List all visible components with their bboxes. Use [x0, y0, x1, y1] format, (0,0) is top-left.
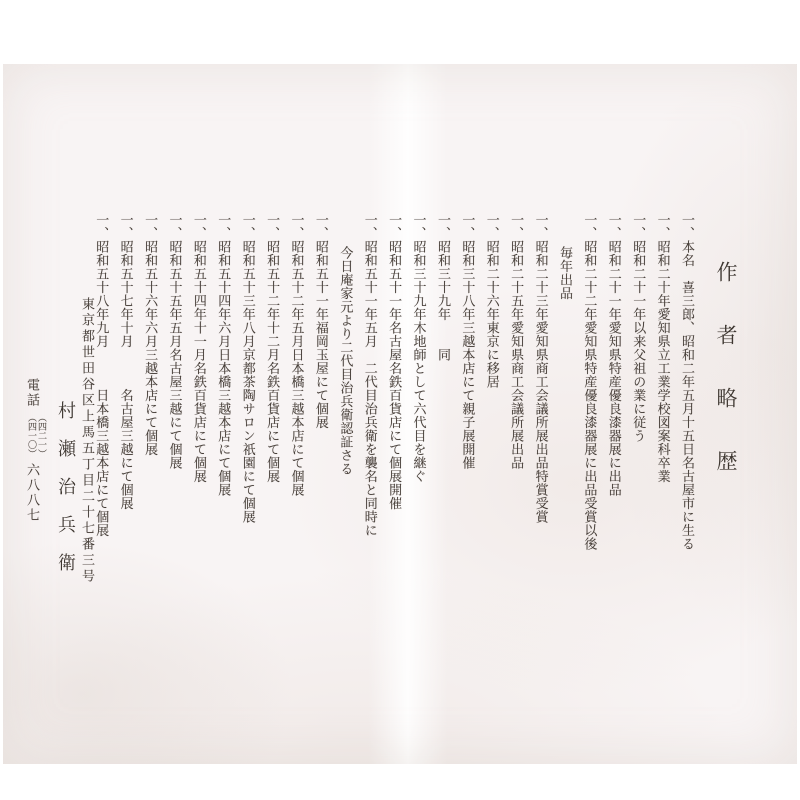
- history-item: [333, 213, 382, 658]
- history-item: [650, 213, 674, 658]
- history-item: [113, 213, 137, 658]
- history-item: [211, 213, 235, 658]
- history-item: [235, 213, 259, 658]
- phone-exchange-group: [27, 413, 47, 458]
- history-item: [528, 213, 552, 658]
- history-item: [479, 213, 503, 658]
- history-item-line: 一、昭和五十七年十月 名古屋三越にて個展: [118, 213, 134, 510]
- history-item-line: 一、昭和五十一年名古屋名鉄百貨店にて個展開催: [387, 213, 403, 510]
- history-item: [626, 213, 650, 658]
- phone-label: 電話: [25, 378, 40, 408]
- history-item-line: 一、昭和五十四年十一月名鉄百貨店にて個展: [191, 213, 207, 483]
- history-item: [284, 213, 308, 658]
- history-item: [138, 213, 162, 658]
- history-item-line: 一、昭和三十九年木地師として六代目を継ぐ: [411, 213, 427, 483]
- history-item-continuation: 毎年出品: [557, 246, 573, 300]
- address: 東京都世田谷区上馬五丁目二十七番三号: [80, 297, 95, 585]
- history-item-line: 一、昭和二十三年愛知県商工会議所展出品特賞受賞: [533, 213, 549, 524]
- history-item: [406, 213, 430, 658]
- history-item-line: 一、昭和二十年愛知県立工業学校図案科卒業: [655, 213, 671, 483]
- phone-exchange: （四二一）: [37, 413, 47, 458]
- history-item-line: 一、昭和五十五年五月名古屋三越にて個展: [167, 213, 183, 470]
- history-item-line: 一、昭和五十四年六月日本橋三越本店にて個展: [216, 213, 232, 497]
- history-item-line: 一、昭和二十一年以来父祖の業に従う: [631, 213, 647, 443]
- history-item-continuation: 今日庵家元より二代目治兵衛認証さる: [338, 246, 354, 476]
- history-item-line: 一、昭和五十一年五月 二代目治兵衛を襲名と同時に: [362, 213, 378, 537]
- history-item: [455, 213, 479, 658]
- phone-number: 六八八七: [25, 463, 40, 523]
- biography-block: [89, 213, 745, 658]
- page-title: 作者略歴: [714, 261, 738, 513]
- phone-exchange: （四一〇）: [27, 413, 37, 458]
- history-item: [504, 213, 528, 658]
- history-item-line: 一、昭和五十八年九月 日本橋三越本店にて個展: [94, 213, 110, 537]
- history-item: [260, 213, 284, 658]
- history-item-line: 一、昭和二十六年東京に移居: [484, 213, 500, 389]
- history-item: [162, 213, 186, 658]
- history-item-line: 一、昭和五十二年五月日本橋三越本店にて個展: [289, 213, 305, 497]
- history-item: [186, 213, 210, 658]
- history-item: [382, 213, 406, 658]
- history-item-line: 一、昭和五十三年八月京都茶陶サロン祇園にて個展: [240, 213, 256, 524]
- history-item-line: 一、昭和二十五年愛知県商工会議所展出品: [509, 213, 525, 470]
- history-item-line: 一、昭和二十一年愛知県特産優良漆器展に出品: [606, 213, 622, 497]
- history-item: [309, 213, 333, 658]
- history-item: [553, 213, 602, 658]
- history-item-line: 一、昭和五十六年六月三越本店にて個展: [143, 213, 159, 456]
- history-item-line: 一、昭和三十九年 同: [435, 213, 451, 362]
- history-item-line: 一、昭和三十八年三越本店にて親子展開催: [460, 213, 476, 470]
- phone: [24, 378, 47, 692]
- history-item-line: 一、昭和五十一年福岡玉屋にて個展: [313, 213, 329, 429]
- history-list: [89, 213, 699, 658]
- history-item: [431, 213, 455, 658]
- history-item: [601, 213, 625, 658]
- history-item-line: 一、本名 喜三郎、昭和二年五月十五日名古屋市に生る: [680, 213, 695, 551]
- history-item-line: 一、昭和二十二年愛知県特産優良漆器展に出品受賞以後: [582, 213, 598, 551]
- history-item-line: 一、昭和五十二年十二月名鉄百貨店にて個展: [265, 213, 281, 483]
- contact-block: [15, 212, 96, 692]
- author-name: 村瀬治兵衛: [56, 401, 76, 591]
- history-item: [675, 213, 699, 658]
